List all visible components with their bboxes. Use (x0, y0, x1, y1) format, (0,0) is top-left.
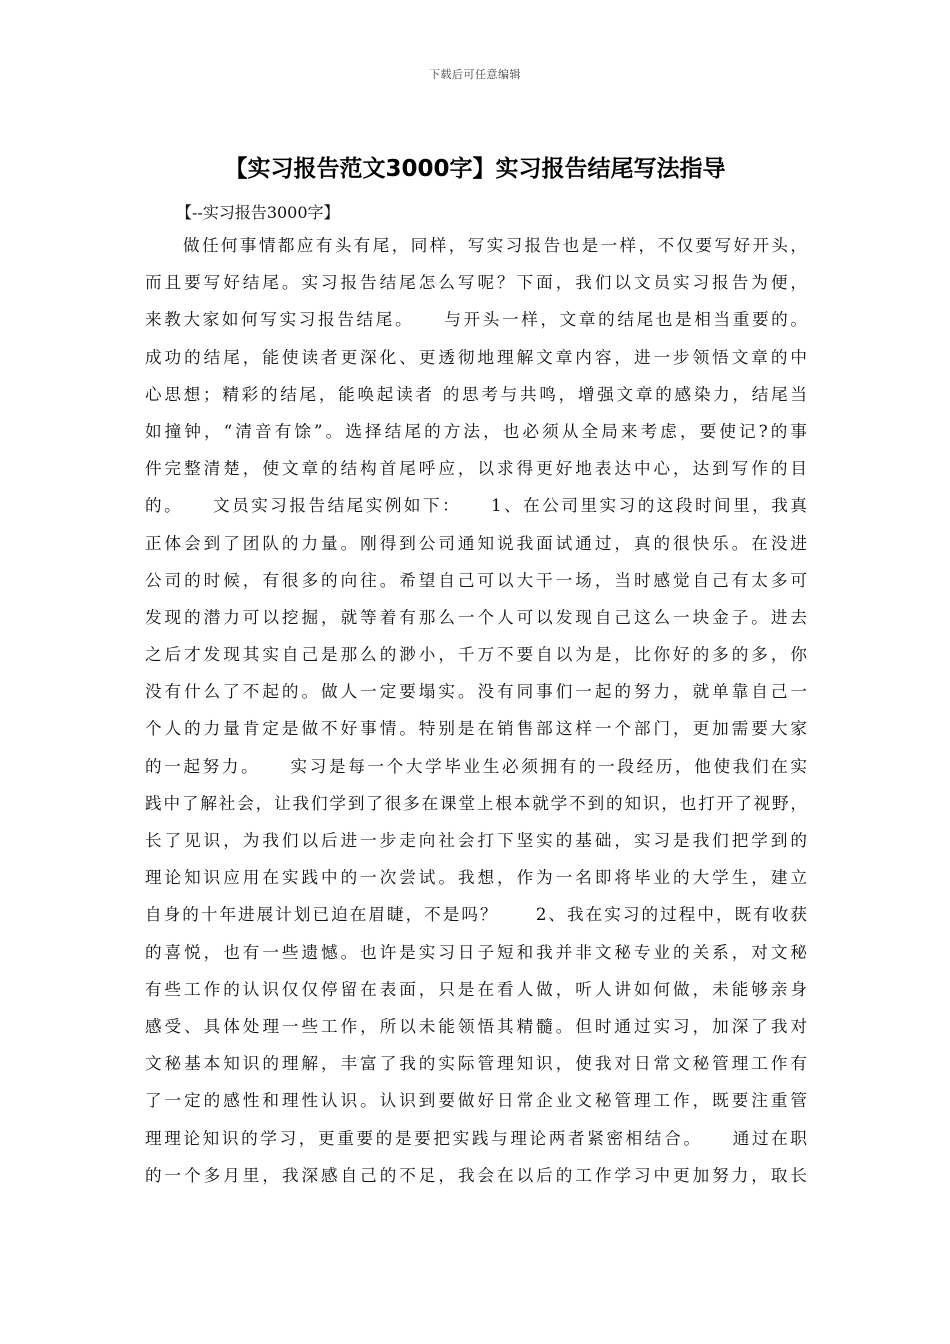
body-line: 正体会到了团队的力量。刚得到公司通知说我面试通过，真的很快乐。在没进 (145, 533, 807, 553)
body-line: 理理论知识的学习，更重要的是要把实践与理论两者紧密相结合。 通过在职 (145, 1128, 807, 1148)
body-line: 件完整清楚，使文章的结构首尾呼应，以求得更好地表达中心，达到写作的目 (145, 459, 807, 479)
body-line: 有些工作的认识仅仅停留在表面，只是在看人做，听人讲如何做，未能够亲身 (145, 979, 807, 999)
body-line: 个人的力量肯定是做不好事情。特别是在销售部这样一个部门，更加需要大家 (145, 719, 807, 739)
body-line: 成功的结尾，能使读者更深化、更透彻地理解文章内容，进一步领悟文章的中 (145, 347, 807, 367)
body-line: 感受、具体处理一些工作，所以未能领悟其精髓。但时通过实习，加深了我对 (145, 1016, 807, 1036)
body-line: 的一起努力。 实习是每一个大学毕业生必须拥有的一段经历，他使我们在实 (145, 756, 807, 776)
body-line: 践中了解社会，让我们学到了很多在课堂上根本就学不到的知识，也打开了视野， (145, 793, 807, 813)
body-line: 自身的十年进展计划已迫在眉睫，不是吗？ 2、我在实习的过程中，既有收获 (145, 905, 807, 925)
body-line: 而且要写好结尾。实习报告结尾怎么写呢？下面，我们以文员实习报告为便， (145, 273, 807, 293)
body-line: 心思想；精彩的结尾，能唤起读者 的思考与共鸣，增强文章的感染力，结尾当 (145, 384, 807, 404)
body-line: 公司的时候，有很多的向往。希望自己可以大干一场，当时感觉自己有太多可 (145, 570, 807, 590)
body-line: 长了见识，为我们以后进一步走向社会打下坚实的基础，实习是我们把学到的 (145, 831, 807, 850)
body-line: 的一个多月里，我深感自己的不足，我会在以后的工作学习中更加努力，取长 (145, 1165, 807, 1185)
document-body (145, 227, 807, 1194)
body-line: 没有什么了不起的。做人一定要塌实。没有同事们一起的努力，就单靠自己一 (145, 682, 807, 702)
body-line: 了一定的感性和理性认识。认识到要做好日常企业文秘管理工作，既要注重管 (145, 1091, 807, 1111)
body-line: 文秘基本知识的理解，丰富了我的实际管理知识，使我对日常文秘管理工作有 (145, 1054, 807, 1074)
body-line: 的喜悦，也有一些遗憾。也许是实习日子短和我并非文秘专业的关系，对文秘 (145, 942, 807, 962)
document-title: 【实习报告范文3000字】实习报告结尾写法指导 (224, 156, 726, 182)
body-line: 理论知识应用在实践中的一次尝试。我想，作为一名即将毕业的大学生，建立 (145, 868, 807, 888)
document-subtitle: 【--实习报告3000字】 (176, 203, 340, 222)
header-note: 下载后可任意编辑 (429, 68, 521, 81)
body-line: 的。 文员实习报告结尾实例如下： 1、在公司里实习的这段时间里，我真 (145, 496, 807, 516)
body-line: 做任何事情都应有头有尾，同样，写实习报告也是一样，不仅要写好开头， (145, 236, 807, 255)
body-line: 发现的潜力可以挖掘，就等着有那么一个人可以发现自己这么一块金子。进去 (145, 607, 807, 627)
body-line: 之后才发现其实自己是那么的渺小，千万不要自以为是，比你好的多的多，你 (145, 645, 807, 665)
body-line: 来教大家如何写实习报告结尾。 与开头一样，文章的结尾也是相当重要的。 (145, 310, 807, 330)
body-line: 如撞钟，“清音有馀”。选择结尾的方法，也必须从全局来考虑，要使记?的事 (145, 421, 807, 441)
